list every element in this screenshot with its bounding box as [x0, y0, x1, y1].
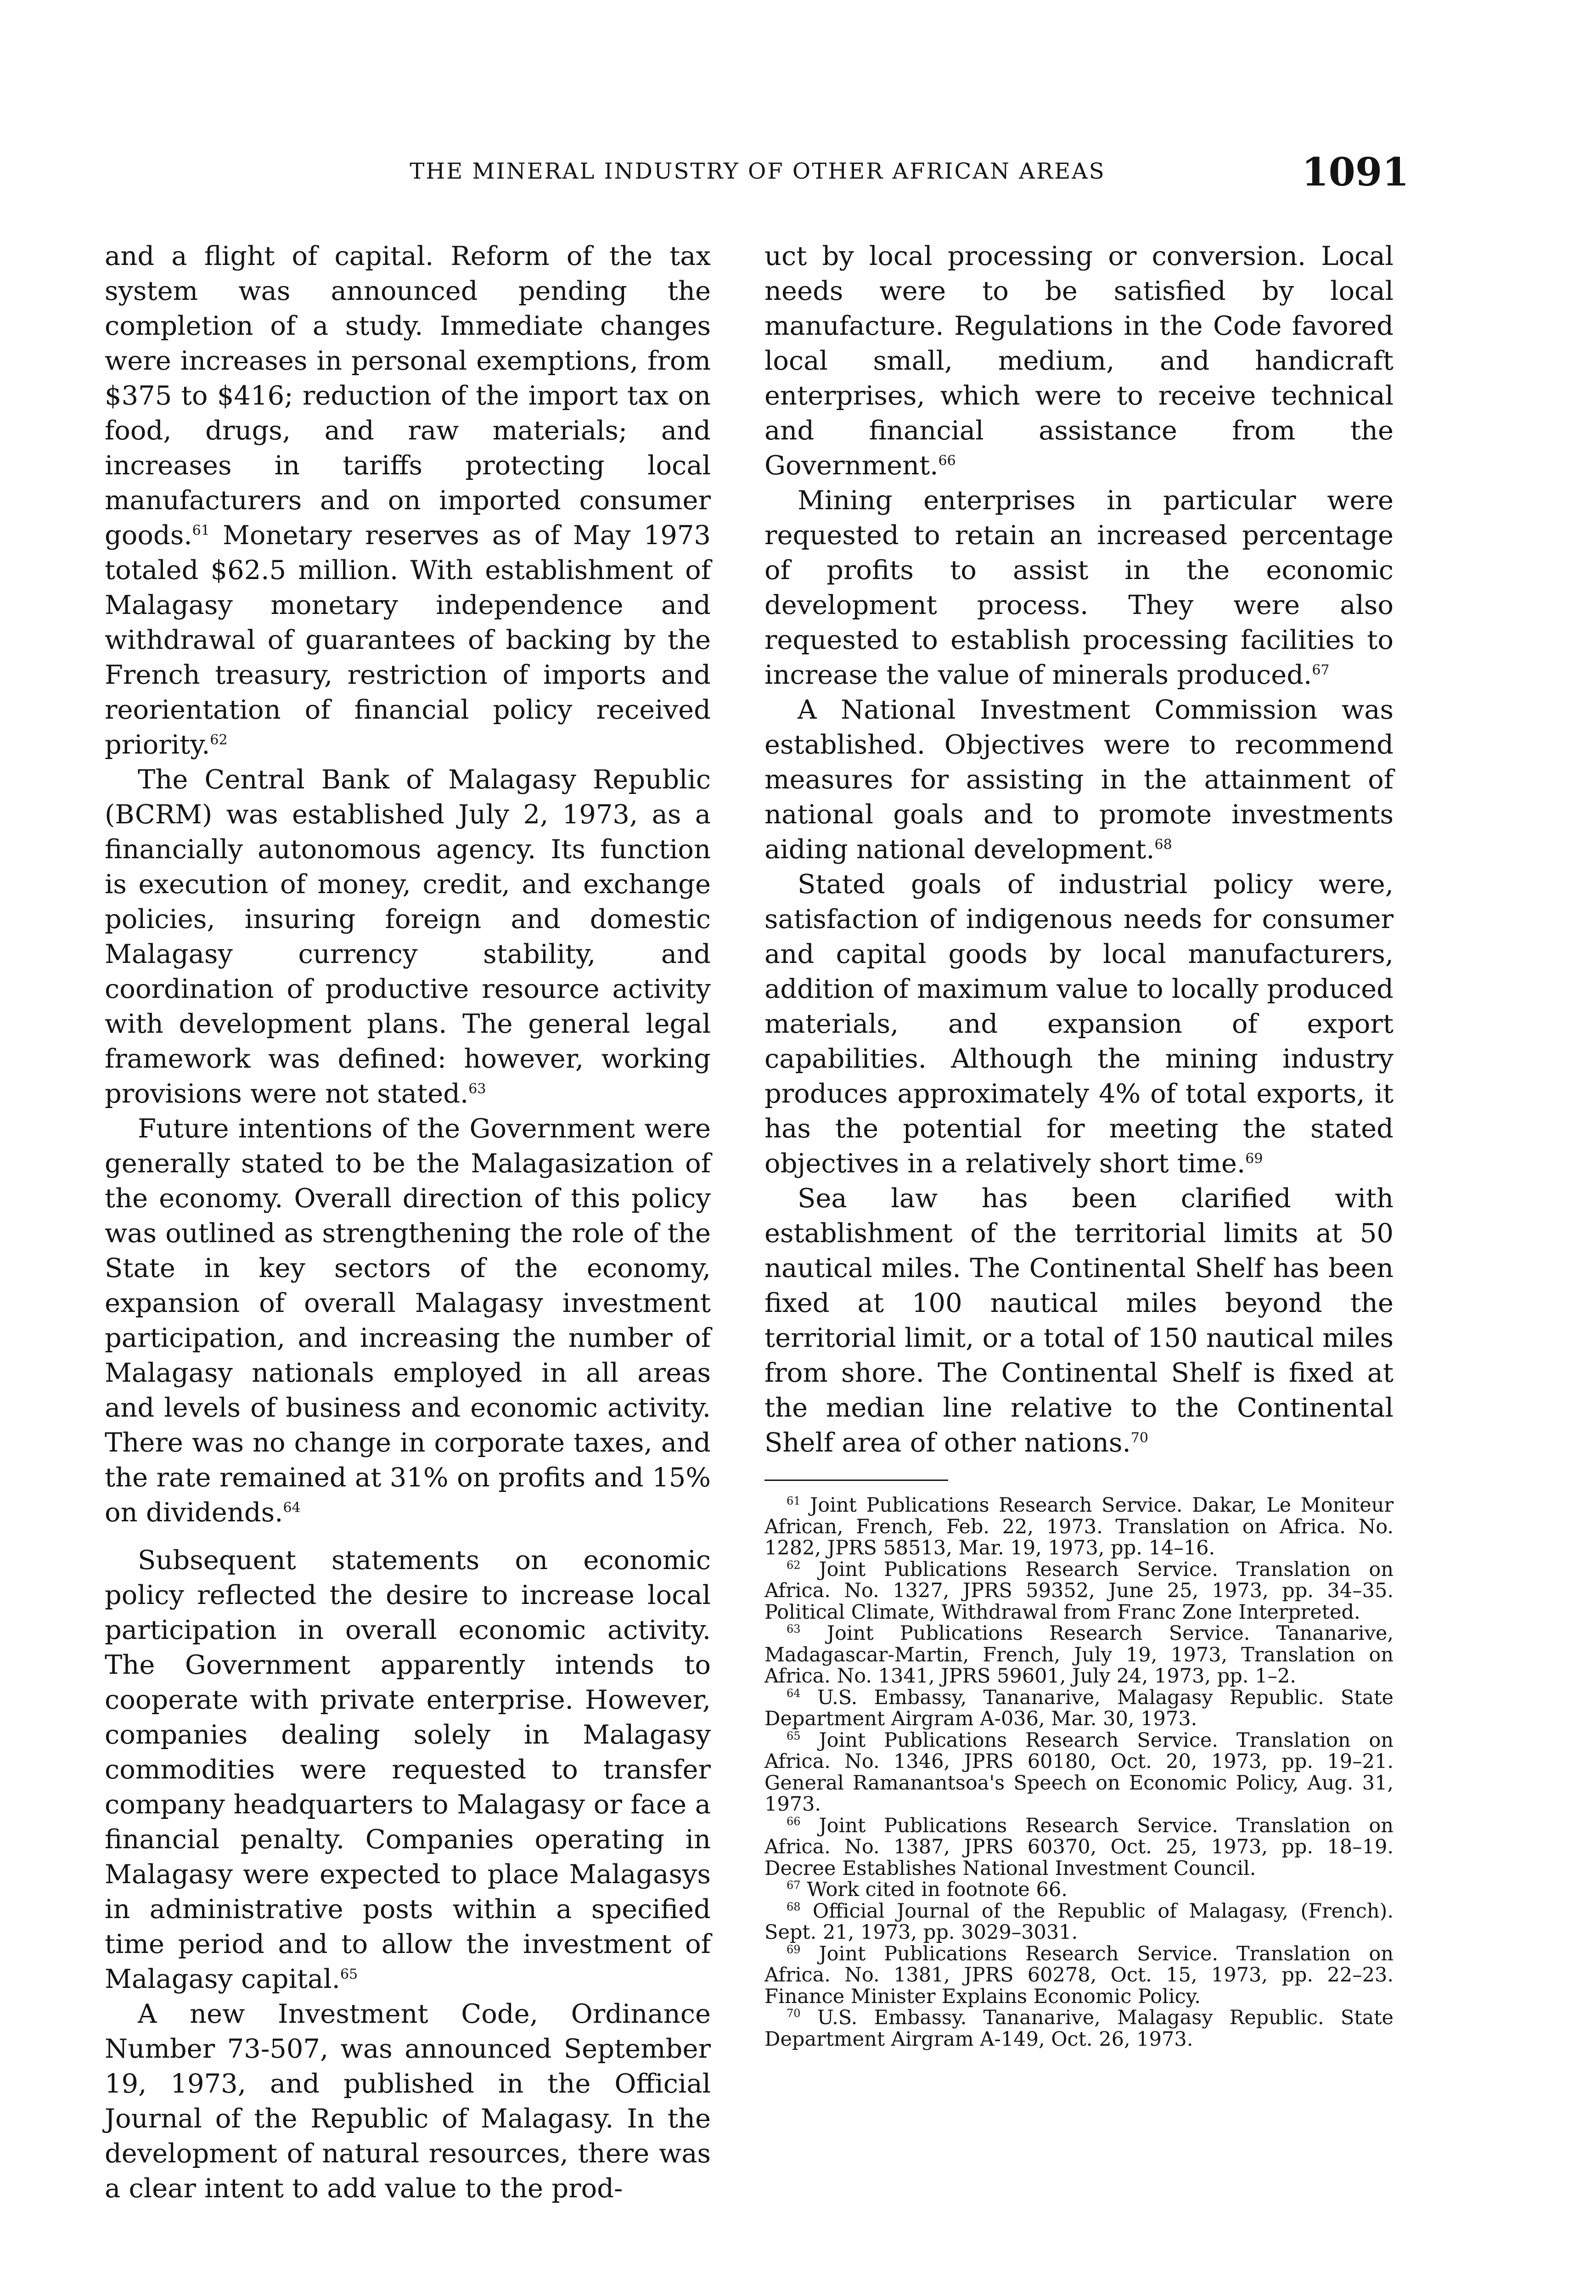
paragraph-local-processing: uct by local processing or conversion. Local needs were to be satisfied by local manufacture. Regulations in the Code favored local small, medium, and handicraft enterprises, which were to receive technical and financial assistance from the Government.$^{66}$ — [764, 241, 1394, 481]
footnote-ref: 68 — [1154, 836, 1172, 853]
paragraph-central-bank: The Central Bank of Malagasy Republic (BCRM) was established July 2, 1973, as a financially autonomous agency. Its function is execution of money, credit, and exchange policies, insuring foreign and domestic Malagasy currency stability, and coordination of productive resource activity with development plans. The general legal framework was defined: however, working provisions were not stated.$^{63}$ — [105, 764, 711, 1109]
footnote-ref: 66 — [938, 452, 956, 469]
paragraph-future-intentions: Future intentions of the Government were generally stated to be the Malagasization of the economy. Overall direction of this policy was outlined as strengthening the role of the State in key sectors of the economy, expansion of overall Malagasy investment participation, and increasing the number of Malagasy nationals employed in all areas and levels of business and economic activity. There was no change in corporate taxes, and the rate remained at 31% on profits and 15% on dividends.$^{64}$ — [105, 1113, 711, 1528]
footnote-61: $^{61}$ Joint Publications Research Service. Dakar, Le Moniteur African, French, Feb. 22, 1973. Translation on Africa. No. 1282, JPRS 58513, Mar. 19, 1973, pp. 14–16. — [764, 1494, 1394, 1559]
footnote-ref: 61 — [192, 522, 210, 539]
footnote-ref: 65 — [340, 1966, 358, 1982]
running-head: THE MINERAL INDUSTRY OF OTHER AFRICAN AREAS — [410, 158, 1106, 184]
footnote-64: $^{64}$ U.S. Embassy, Tananarive, Malagasy Republic. State Department Airgram A-036, Mar. 30, 1973. — [764, 1686, 1394, 1730]
footnote-67: $^{67}$ Work cited in footnote 66. — [787, 1878, 1068, 1901]
footnote-ref: 62 — [210, 732, 228, 748]
paragraph-sea-law: Sea law has been clarified with establishment of the territorial limits at 50 nautical miles. The Continental Shelf has been fixed at 100 nautical miles beyond the territorial limit, or a total of 150 nautical miles from shore. The Continental Shelf is fixed at the median line relative to the Continental Shelf area of other nations.$^{70}$ — [764, 1183, 1394, 1458]
footnotes — [764, 1495, 1394, 2050]
footnote-66: $^{66}$ Joint Publications Research Service. Translation on Africa. No. 1387, JPRS 60370, Oct. 25, 1973, pp. 18–19. Decree Establishes National Investment Council. — [764, 1814, 1394, 1880]
paragraph-mining-enterprises: Mining enterprises in particular were requested to retain an increased percentage of profits to assist in the economic development process. They were also requested to establish processing facilities to increase the value of minerals produced.$^{67}$ — [764, 485, 1394, 690]
page-number: 1091 — [1302, 149, 1409, 195]
footnote-68: $^{68}$ Official Journal of the Republic of Malagasy, (French). Sept. 21, 1973, pp. 3029–3031. — [764, 1899, 1394, 1944]
paragraph-tax-reform: and a flight of capital. Reform of the tax system was announced pending the completion of a study. Immediate changes were increases in personal exemptions, from $375 to $416; reduction of the import tax on food, drugs, and raw materials; and increases in tariffs protecting local manufacturers and on imported consumer goods.$^{61}$ Monetary reserves as of May 1973 totaled $62.5 million. With establishment of Malagasy monetary independence and withdrawal of guarantees of backing by the French treasury, restriction of imports and reorientation of financial policy received priority.$^{62}$ — [105, 241, 711, 760]
footnote-ref: 63 — [468, 1080, 486, 1097]
paragraph-investment-code: A new Investment Code, Ordinance Number 73-507, was announced September 19, 1973, and published in the Official Journal of the Republic of Malagasy. In the development of natural resources, there was a clear intent to add value to the prod- — [105, 1998, 711, 2204]
paragraph-investment-commission: A National Investment Commission was established. Objectives were to recommend measures for assisting in the attainment of national goals and to promote investments aiding national development.$^{68}$ — [764, 694, 1394, 865]
footnote-69: $^{69}$ Joint Publications Research Service. Translation on Africa. No. 1381, JPRS 60278, Oct. 15, 1973, pp. 22–23. Finance Minister Explains Economic Policy. — [764, 1942, 1394, 2008]
footnote-65: $^{65}$ Joint Publications Research Service. Translation on Africa. No. 1346, JPRS 60180, Oct. 20, 1973, pp. 19–21. General Ramanantsoa's Speech on Economic Policy, Aug. 31, 1973. — [764, 1728, 1394, 1816]
footnote-63: $^{63}$ Joint Publications Research Service. Tananarive, Madagascar-Martin, French, July 19, 1973, Translation on Africa. No. 1341, JPRS 59601, July 24, 1973, pp. 1–2. — [764, 1622, 1394, 1688]
right-column — [764, 239, 1394, 2050]
paragraph-industrial-policy: Stated goals of industrial policy were, satisfaction of indigenous needs for consumer and capital goods by local manufacturers, addition of maximum value to locally produced materials, and expansion of export capabilities. Although the mining industry produces approximately 4% of total exports, it has the potential for meeting the stated objectives in a relatively short time.$^{69}$ — [764, 869, 1394, 1179]
footnote-ref: 67 — [1312, 662, 1330, 678]
footnote-divider — [764, 1480, 948, 1481]
footnote-ref: 70 — [1130, 1429, 1148, 1446]
footnote-ref: 64 — [283, 1499, 301, 1516]
left-column — [105, 239, 711, 2206]
footnote-62: $^{62}$ Joint Publications Research Service. Translation on Africa. No. 1327, JPRS 59352, June 25, 1973, pp. 34–35. Political Climate, Withdrawal from Franc Zone Interpreted. — [764, 1558, 1394, 1624]
paragraph-economic-policy: Subsequent statements on economic policy reflected the desire to increase local participation in overall economic activity. The Government apparently intends to cooperate with private enterprise. However, companies dealing solely in Malagasy commodities were requested to transfer company headquarters to Malagasy or face a financial penalty. Companies operating in Malagasy were expected to place Malagasys in administrative posts within a specified time period and to allow the investment of Malagasy capital.$^{65}$ — [105, 1545, 711, 1994]
footnote-70: $^{70}$ U.S. Embassy. Tananarive, Malagasy Republic. State Department Airgram A-149, Oct. 26, 1973. — [764, 2006, 1394, 2051]
footnote-ref: 69 — [1245, 1150, 1263, 1167]
